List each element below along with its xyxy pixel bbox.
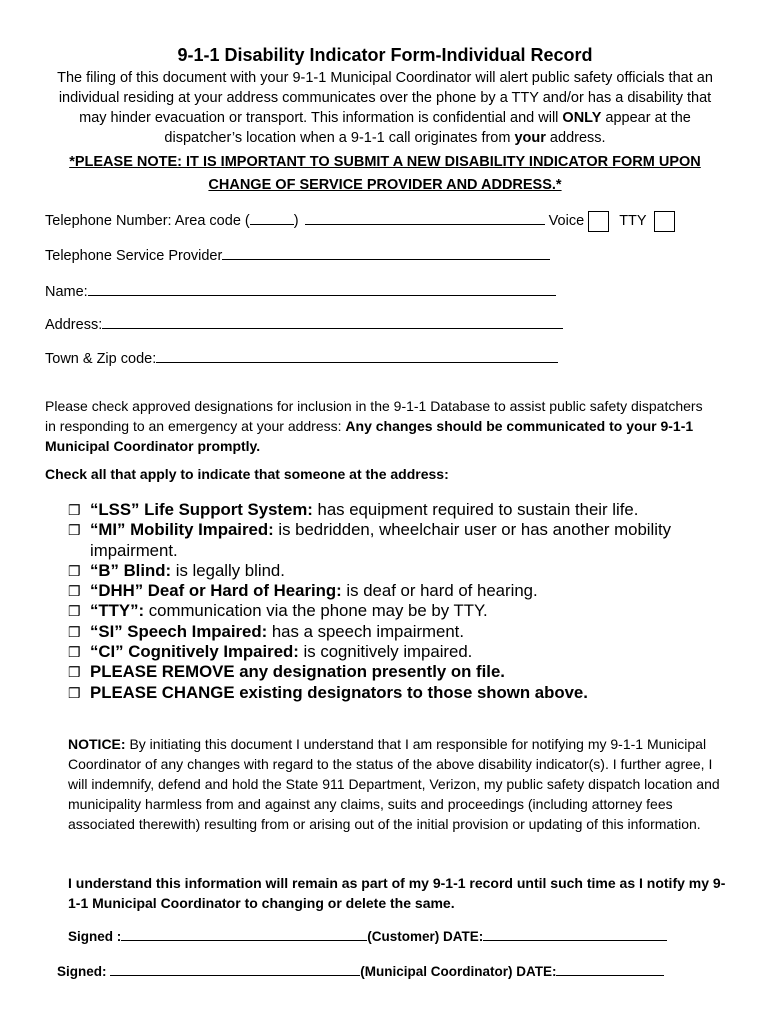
please-note-line2: CHANGE OF SERVICE PROVIDER AND ADDRESS.* — [208, 177, 562, 193]
designations-intro-text: Please check approved designations for inclusion in the 9-1-1 Database to assist public safety dispatchers in responding to an emergency at your address: — [45, 398, 703, 434]
tty-label: TTY — [619, 213, 647, 229]
notice-text: By initiating this document I understand that I am responsible for notifying my 9-1-1 Municipal Coordinator of any changes with regard to the status of the above disability indicator(s). I further agree, I will indemnify, defend and hold the State 911 Department, Verizon, my public safety dispatch location and municipality harmless from and against any claims, suits and proceedings (including attorney fees associated therewith) resulting from or arising out of the initial provision or updating of this information. — [68, 736, 720, 832]
please-note — [40, 151, 730, 197]
coordinator-date-field[interactable] — [556, 961, 664, 976]
town-zip-row — [45, 348, 558, 368]
telephone-number-field[interactable] — [305, 210, 545, 225]
option-desc: has equipment required to sustain their life. — [312, 500, 639, 519]
town-zip-label: Town & Zip code: — [45, 351, 157, 367]
address-row — [45, 314, 563, 334]
coordinator-date-label: (Municipal Coordinator) DATE: — [360, 964, 557, 979]
coordinator-signature-row — [57, 961, 664, 979]
customer-date-label: (Customer) DATE: — [367, 929, 484, 944]
town-zip-field[interactable] — [156, 348, 558, 363]
signed-label: Signed: — [57, 964, 111, 979]
option-desc: is deaf or hard of hearing. — [341, 581, 538, 601]
option-ci — [68, 642, 748, 662]
checkbox-icon[interactable]: ❒ — [68, 522, 81, 539]
option-desc: communication via the phone may be by TTY. — [144, 601, 488, 621]
option-desc: is cognitively impaired. — [298, 642, 473, 662]
voice-label: Voice — [548, 213, 585, 229]
option-mi — [68, 520, 748, 561]
checkbox-icon[interactable]: ❒ — [68, 603, 81, 620]
option-label: “LSS” Life Support System: — [90, 500, 313, 519]
understand-paragraph: I understand this information will remain as part of my 9-1-1 record until such time as I notify my 9-1-1 Municipal Coordinator to changing or delete the same. — [68, 875, 726, 911]
checkbox-icon[interactable]: ❒ — [68, 623, 81, 640]
signed-label: Signed : — [68, 929, 122, 944]
telephone-close: ) — [293, 213, 299, 229]
telephone-row — [45, 210, 675, 232]
option-label: “CI” Cognitively Impaired: — [90, 642, 299, 662]
option-label: “B” Blind: — [90, 560, 172, 580]
customer-date-field[interactable] — [483, 926, 667, 941]
intro-part3: address. — [545, 130, 606, 146]
option-desc: is bedridden, wheelchair user or has another mobility impairment. — [90, 520, 672, 560]
tty-checkbox[interactable] — [654, 211, 675, 232]
voice-checkbox[interactable] — [588, 211, 609, 232]
address-label: Address: — [45, 317, 103, 333]
form-title: 9-1-1 Disability Indicator Form-Individual Record — [177, 45, 593, 65]
intro-part1: The filing of this document with your 9-1-1 Municipal Coordinator will alert public safety officials that an individual residing at your address communicates over the phone by a TTY and/or has a disability that may hinder evacuation or transport. This information is confidential and will — [57, 70, 713, 126]
name-row — [45, 281, 556, 301]
option-lss — [68, 500, 748, 520]
notice-paragraph — [68, 734, 734, 834]
option-label: “MI” Mobility Impaired: — [90, 520, 274, 540]
provider-field[interactable] — [222, 245, 550, 260]
checkbox-icon[interactable]: ❒ — [68, 684, 81, 701]
checkbox-icon[interactable]: ❒ — [68, 644, 81, 661]
option-label: “SI” Speech Impaired: — [90, 621, 268, 641]
name-label: Name: — [45, 284, 88, 300]
option-desc: has a speech impairment. — [267, 621, 464, 641]
option-change — [68, 683, 748, 703]
area-code-field[interactable] — [250, 210, 294, 225]
name-field[interactable] — [88, 281, 556, 296]
option-b — [68, 561, 748, 581]
notice-label: NOTICE: — [68, 736, 126, 752]
address-field[interactable] — [102, 314, 563, 329]
please-note-line1: *PLEASE NOTE: IT IS IMPORTANT TO SUBMIT A NEW DISABILITY INDICATOR FORM UPON — [69, 154, 701, 170]
intro-part2: appear at the dispatcher’s location when a 9-1-1 call originates from — [164, 110, 691, 146]
checkbox-icon[interactable]: ❒ — [68, 502, 81, 518]
designation-list — [68, 500, 748, 703]
option-dhh — [68, 581, 748, 601]
option-label: “DHH” Deaf or Hard of Hearing: — [90, 581, 342, 601]
option-label: PLEASE CHANGE existing designators to those shown above. — [90, 682, 588, 702]
option-label: “TTY”: — [90, 601, 145, 621]
customer-signature-row — [68, 926, 667, 944]
option-desc: is legally blind. — [171, 560, 285, 580]
designations-intro — [45, 396, 705, 456]
intro-only: ONLY — [562, 110, 602, 126]
intro-paragraph — [44, 68, 726, 148]
checkbox-icon[interactable]: ❒ — [68, 664, 81, 681]
check-all-heading: Check all that apply to indicate that someone at the address: — [45, 466, 449, 482]
telephone-label: Telephone Number: Area code ( — [45, 213, 250, 229]
customer-signature-field[interactable] — [121, 926, 367, 941]
provider-label: Telephone Service Provider — [45, 248, 223, 264]
option-tty — [68, 601, 748, 621]
option-label: PLEASE REMOVE any designation presently on file. — [90, 662, 505, 682]
checkbox-icon[interactable]: ❒ — [68, 562, 81, 579]
coordinator-signature-field[interactable] — [110, 961, 360, 976]
provider-row — [45, 245, 550, 265]
checkbox-icon[interactable]: ❒ — [68, 583, 81, 600]
option-remove — [68, 662, 748, 682]
intro-your: your — [514, 130, 546, 146]
designations-intro-bold: Any changes should be communicated to your 9-1-1 Municipal Coordinator promptly. — [45, 418, 694, 454]
option-si — [68, 622, 748, 642]
